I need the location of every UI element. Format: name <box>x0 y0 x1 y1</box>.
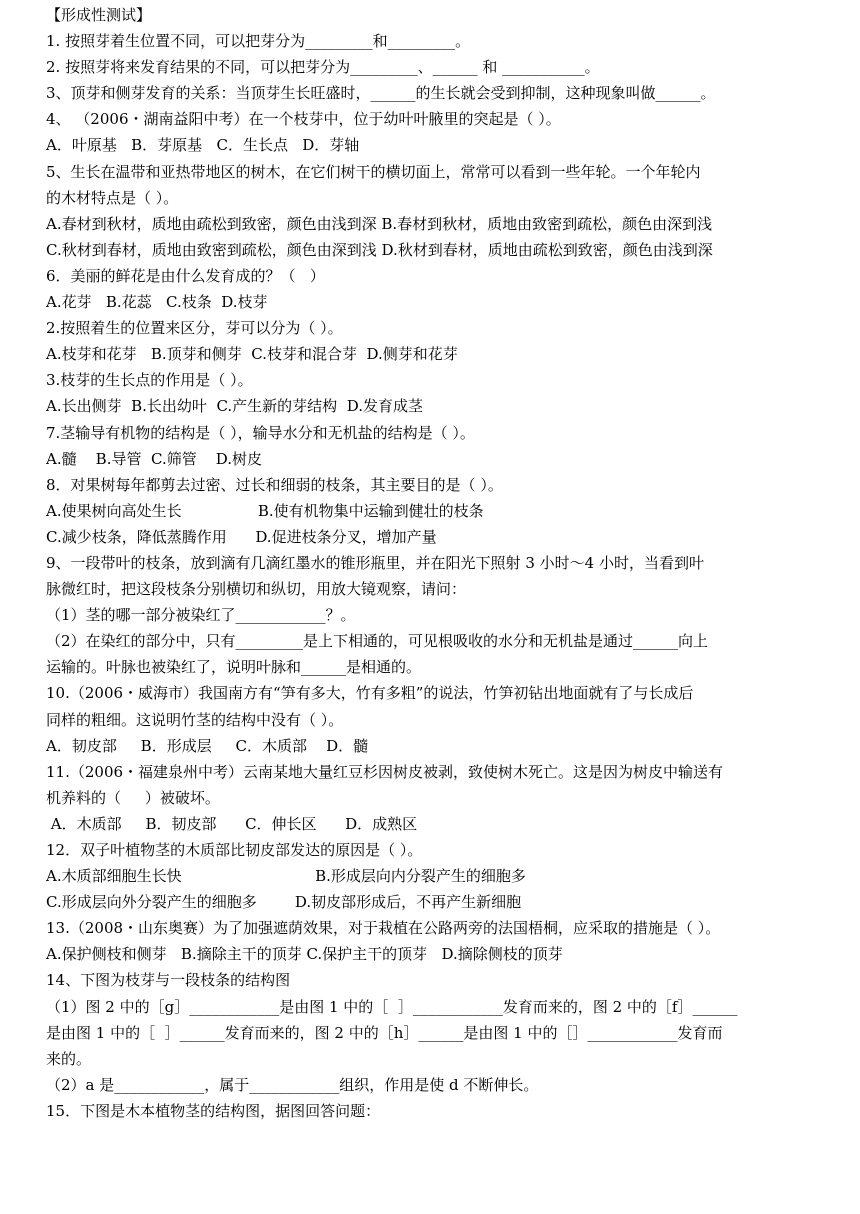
text-line: 8．对果树每年都剪去过密、过长和细弱的枝条，其主要目的是（ ）。 <box>46 475 503 494</box>
text-line: 是由图 1 中的［ ］______发育而来的，图 2 中的［h］______是由图 1 中的［］____________发育而 <box>46 1023 723 1042</box>
text-line: （2）a 是____________，属于____________组织，作用是使 d 不断伸长。 <box>46 1075 539 1094</box>
text-line: A.髓 B.导管 C.筛管 D.树皮 <box>46 449 263 468</box>
text-line: 4、 （2006・湖南益阳中考）在一个枝芽中，位于幼叶叶腋里的突起是（ ）。 <box>46 110 561 129</box>
text-line: 机养料的（ ）被破坏。 <box>46 788 220 807</box>
text-line: 运输的。叶脉也被染红了，说明叶脉和______是相通的。 <box>46 658 422 677</box>
text-line: 3.枝芽的生长点的作用是（ ）。 <box>46 371 253 390</box>
text-line: （1）茎的哪一部分被染红了____________？。 <box>46 606 356 625</box>
text-line: 13.（2008・山东奥赛）为了加强遮荫效果，对于栽植在公路两旁的法国梧桐，应采取的措施是（ ）。 <box>46 919 721 938</box>
worksheet <box>46 2 826 1124</box>
text-line: 5、生长在温带和亚热带地区的树木，在它们树干的横切面上，常常可以看到一些年轮。一个年轮内 <box>46 162 701 181</box>
text-line: A.长出侧芽 B.长出幼叶 C.产生新的芽结构 D.发育成茎 <box>46 397 423 416</box>
text-line: 1. 按照芽着生位置不同，可以把芽分为_________和_________。 <box>46 32 471 51</box>
text-line: 的木材特点是（ ）。 <box>46 188 179 207</box>
text-line: 同样的粗细。这说明竹茎的结构中没有（ ）。 <box>46 710 344 729</box>
text-line: 来的。 <box>46 1049 92 1068</box>
text-line: A.花芽 B.花蕊 C.枝条 D.枝芽 <box>46 293 268 312</box>
text-line: 3、顶芽和侧芽发育的关系：当顶芽生长旺盛时，______的生长就会受到抑制，这种现象叫做______。 <box>46 84 716 103</box>
text-line: 10.（2006・威海市）我国南方有“笋有多大，竹有多粗”的说法，竹笋初钻出地面就有了与长成后 <box>46 684 694 703</box>
text-line: 【形成性测试】 <box>46 6 152 24</box>
text-line: A．木质部 B．韧皮部 C．伸长区 D．成熟区 <box>46 814 418 833</box>
text-line: A.使果树向高处生长 B.使有机物集中运输到健壮的枝条 <box>46 501 484 520</box>
text-line: 12．双子叶植物茎的木质部比韧皮部发达的原因是（ ）。 <box>46 841 423 859</box>
text-line: 9、一段带叶的枝条，放到滴有几滴红墨水的锥形瓶里，并在阳光下照射 3 小时～4 小时，当看到叶 <box>46 553 704 572</box>
text-line: 14、下图为枝芽与一段枝条的结构图 <box>46 971 291 990</box>
text-line: （1）图 2 中的［g］____________是由图 1 中的［ ］____________发育而来的，图 2 中的［f］______ <box>46 997 738 1016</box>
text-line: A.保护侧枝和侧芽 B.摘除主干的顶芽 C.保护主干的顶芽 D.摘除侧枝的顶芽 <box>46 945 563 964</box>
text-line: C.减少枝条，降低蒸腾作用 D.促进枝条分叉，增加产量 <box>46 527 437 546</box>
text-line: 脉微红时，把这段枝条分别横切和纵切，用放大镜观察，请问： <box>46 580 467 599</box>
text-line: A．叶原基 B．芽原基 C．生长点 D．芽轴 <box>46 136 360 155</box>
text-line: A.枝芽和花芽 B.顶芽和侧芽 C.枝芽和混合芽 D.侧芽和花芽 <box>46 345 458 364</box>
text-line: A.木质部细胞生长快 B.形成层向内分裂产生的细胞多 <box>46 867 526 886</box>
text-line: A．韧皮部 B．形成层 C．木质部 D．髓 <box>46 736 369 755</box>
text-line: 2.按照着生的位置来区分，芽可以分为（ ）。 <box>46 319 343 338</box>
text-line: C.秋材到春材，质地由致密到疏松，颜色由深到浅 D.秋材到春材，质地由疏松到致密，颜色由浅到深 <box>46 240 713 259</box>
text-line: 11.（2006・福建泉州中考）云南某地大量红豆杉因树皮被剥，致使树木死亡。这是因为树皮中输送有 <box>46 762 724 781</box>
text-line: 6．美丽的鲜花是由什么发育成的？（ ） <box>46 266 325 285</box>
text-line: （2）在染红的部分中，只有_________是上下相通的，可见根吸收的水分和无机盐是通过______向上 <box>46 632 709 651</box>
text-line: 7.茎输导有机物的结构是（ ），输导水分和无机盐的结构是（ ）。 <box>46 423 475 442</box>
text-line: 2. 按照芽将来发育结果的不同，可以把芽分为_________、______ 和 ___________。 <box>46 58 600 77</box>
text-line: 15．下图是木本植物茎的结构图，据图回答问题： <box>46 1101 381 1120</box>
text-line: A.春材到秋材，质地由疏松到致密，颜色由浅到深 B.春材到秋材，质地由致密到疏松，颜色由深到浅 <box>46 214 713 233</box>
text-line: C.形成层向外分裂产生的细胞多 D.韧皮部形成后，不再产生新细胞 <box>46 893 522 912</box>
